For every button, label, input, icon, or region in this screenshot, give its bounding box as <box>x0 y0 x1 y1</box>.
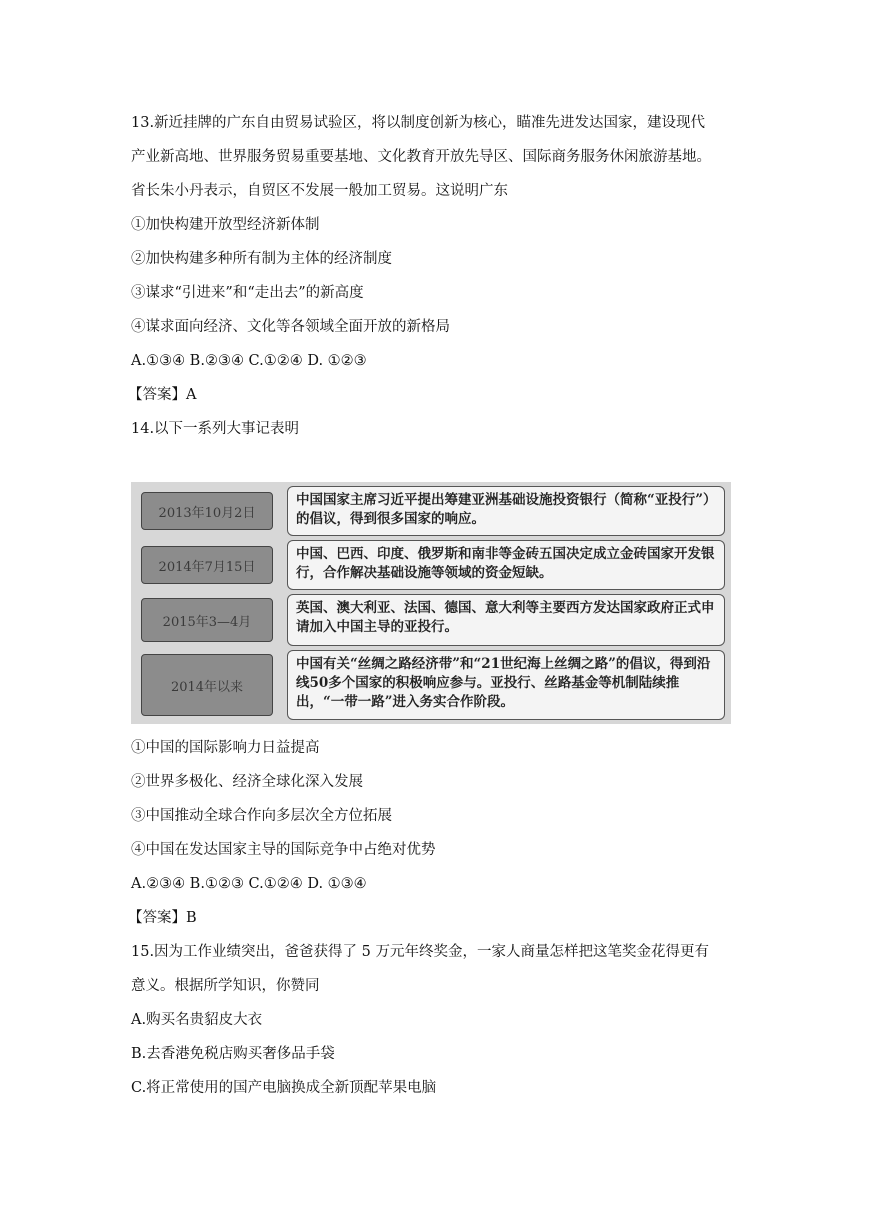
timeline-date: 2014年7月15日 <box>141 546 273 584</box>
q15-option-b: B.去香港免税店购买奢侈品手袋 <box>131 1046 335 1062</box>
q14-option-3: ③中国推动全球合作向多层次全方位拓展 <box>131 808 392 824</box>
q13-stem-line1: 13.新近挂牌的广东自由贸易试验区，将以制度创新为核心，瞄准先进发达国家，建设现代 <box>131 115 706 131</box>
q14-answer: 【答案】B <box>128 910 197 926</box>
q14-option-1: ①中国的国际影响力日益提高 <box>131 740 320 756</box>
q14-option-4: ④中国在发达国家主导的国际竞争中占绝对优势 <box>131 842 436 858</box>
timeline-date: 2014年以来 <box>141 654 273 716</box>
timeline-event-text: 中国有关“丝绸之路经济带”和“21世纪海上丝绸之路”的倡议，得到沿线50多个国家的积极响应参与。亚投行、丝路基金等机制陆续推出，“一带一路”进入务实合作阶段。 <box>287 650 725 720</box>
q13-option-2: ②加快构建多种所有制为主体的经济制度 <box>131 251 392 267</box>
q14-choices: A.②③④ B.①②③ C.①②④ D. ①③④ <box>131 876 367 892</box>
timeline-row <box>137 650 725 720</box>
q14-stem: 14.以下一系列大事记表明 <box>131 421 300 437</box>
timeline-date: 2013年10月2日 <box>141 492 273 530</box>
timeline-date: 2015年3—4月 <box>141 598 273 642</box>
q13-stem-line3: 省长朱小丹表示，自贸区不发展一般加工贸易。这说明广东 <box>131 183 508 199</box>
q13-option-1: ①加快构建开放型经济新体制 <box>131 217 320 233</box>
q13-stem-line2: 产业新高地、世界服务贸易重要基地、文化教育开放先导区、国际商务服务休闲旅游基地。 <box>131 149 711 165</box>
q15-stem-line1: 15.因为工作业绩突出，爸爸获得了 5 万元年终奖金，一家人商量怎样把这笔奖金花得更有 <box>131 944 709 960</box>
timeline-row <box>137 594 725 646</box>
q15-stem-line2: 意义。根据所学知识，你赞同 <box>131 978 320 994</box>
q13-answer: 【答案】A <box>128 387 197 403</box>
q13-option-3: ③谋求“引进来”和“走出去”的新高度 <box>131 285 364 301</box>
q14-timeline-image <box>131 482 731 724</box>
timeline-event-text: 中国国家主席习近平提出筹建亚洲基础设施投资银行（简称“亚投行”）的倡议，得到很多国家的响应。 <box>287 486 725 536</box>
q15-option-c: C.将正常使用的国产电脑换成全新顶配苹果电脑 <box>131 1080 437 1096</box>
q13-choices: A.①③④ B.②③④ C.①②④ D. ①②③ <box>131 353 367 369</box>
q15-option-a: A.购买名贵貂皮大衣 <box>131 1012 263 1028</box>
timeline-event-text: 英国、澳大利亚、法国、德国、意大利等主要西方发达国家政府正式申请加入中国主导的亚投行。 <box>287 594 725 646</box>
q14-option-2: ②世界多极化、经济全球化深入发展 <box>131 774 363 790</box>
timeline-event-text: 中国、巴西、印度、俄罗斯和南非等金砖五国决定成立金砖国家开发银行，合作解决基础设施等领域的资金短缺。 <box>287 540 725 590</box>
timeline-row <box>137 540 725 590</box>
timeline-row <box>137 486 725 536</box>
q13-option-4: ④谋求面向经济、文化等各领域全面开放的新格局 <box>131 319 450 335</box>
